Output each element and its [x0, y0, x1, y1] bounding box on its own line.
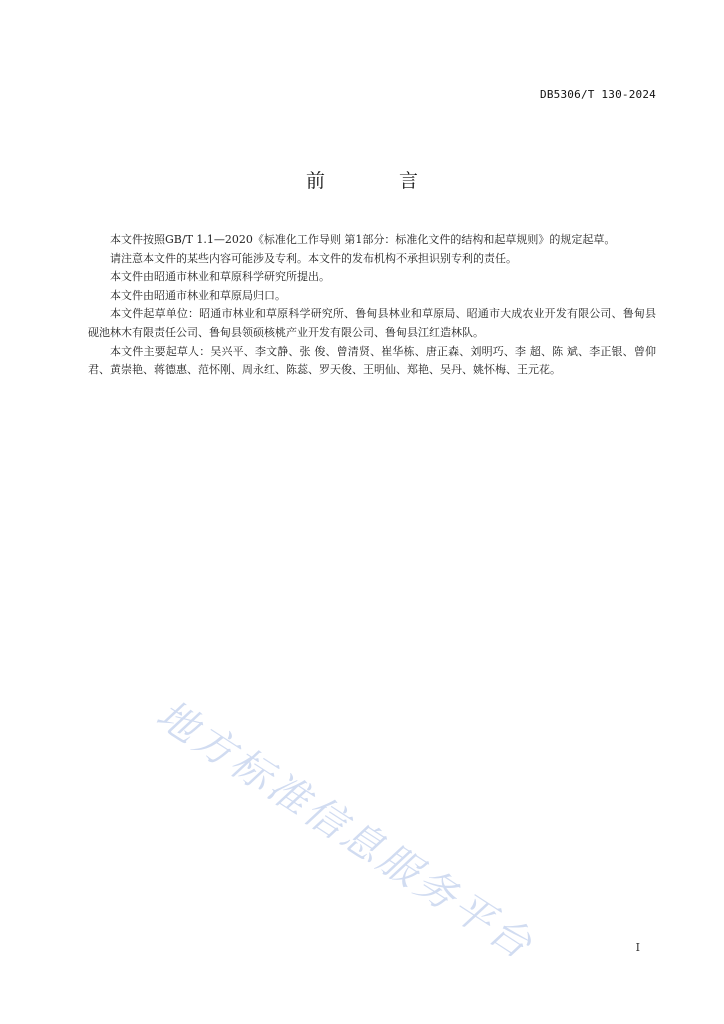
page-number: I [635, 941, 640, 954]
paragraph-administrator: 本文件由昭通市林业和草原局归口。 [110, 288, 286, 302]
paragraph-drafting-rules: 本文件按照GB/T 1.1—2020《标准化工作导则 第1部分：标准化文件的结构和起草规则》的规定起草。 [110, 233, 616, 246]
body-text [88, 231, 656, 380]
paragraph-proposer: 本文件由昭通市林业和草原科学研究所提出。 [110, 270, 330, 284]
watermark: 地方标准信息服务平台 [148, 691, 543, 970]
paragraph-patent-notice: 请注意本文件的某些内容可能涉及专利。本文件的发布机构不承担识别专利的责任。 [110, 251, 517, 265]
document-code: DB5306/T 130-2024 [540, 88, 656, 101]
paragraph-drafting-units: 本文件起草单位：昭通市林业和草原科学研究所、鲁甸县林业和草原局、昭通市大成农业开发有限公司、鲁甸县砚池林木有限责任公司、鲁甸县领硕核桃产业开发有限公司、鲁甸县江红造林队。 [88, 307, 656, 339]
section-title: 前 言 [305, 170, 453, 192]
paragraph-drafters: 本文件主要起草人：吴兴平、李文静、张 俊、曾清贤、崔华栋、唐正森、刘明巧、李 超、陈 斌、李正银、曾仰君、黄崇艳、蒋德惠、范怀刚、周永红、陈蕊、罗天俊、王明仙、郑艳、吴丹、姚怀梅、王元花。 [88, 344, 656, 377]
